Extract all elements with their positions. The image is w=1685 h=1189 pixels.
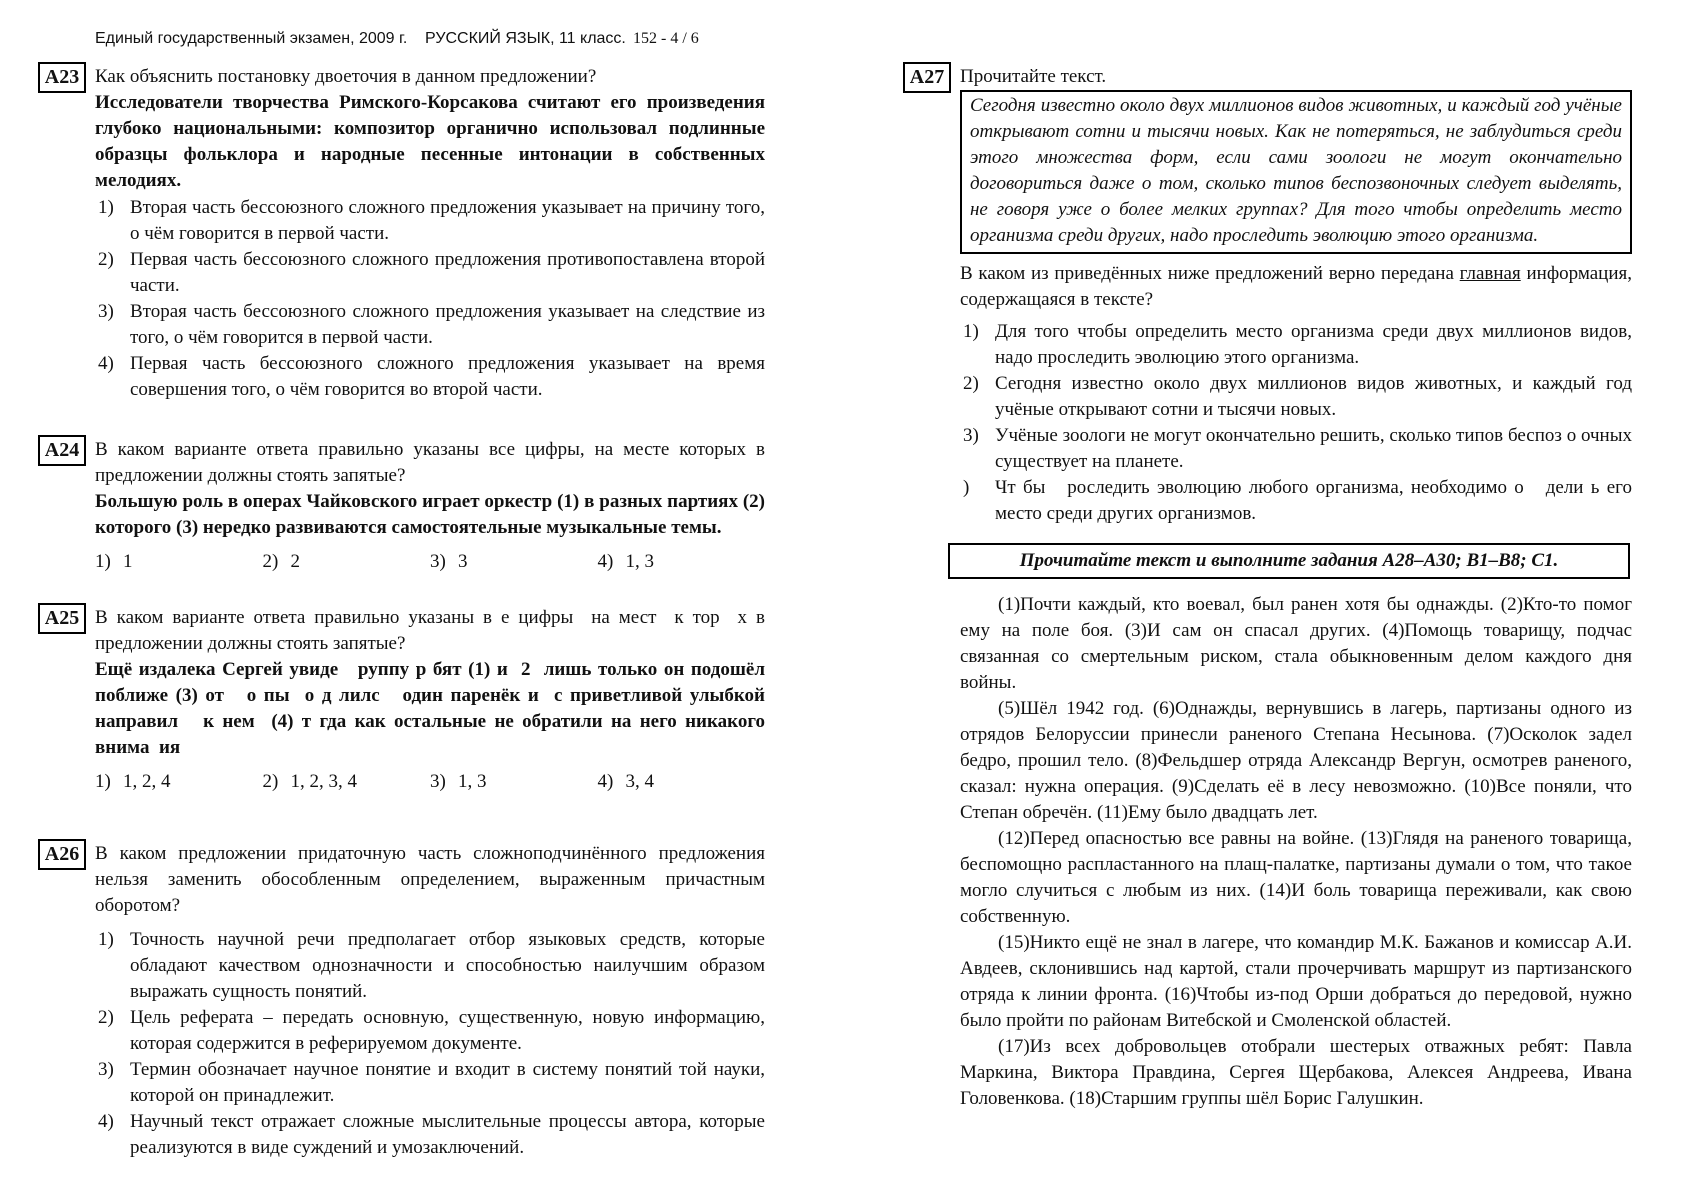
option-text: 3 xyxy=(458,551,468,572)
question-a27-question-part: В каком из приведённых ниже предложений верно передана xyxy=(960,263,1460,284)
answer-choice xyxy=(430,769,598,795)
question-a25-body xyxy=(95,605,770,795)
question-a27-boxed-text: Сегодня известно около двух миллионов видов животных, и каждый год учёные открывают сотни и тысячи новых. Как не потеряться, не заблудиться среди этого множества форм, если сами зоологи не могут окончательно договориться даже о том, сколько типов беспозвоночных следует выделять, не говоря уже о более мелких группах? Для того чтобы определить место организма среди других, надо проследить эволюцию этого организма. xyxy=(960,90,1632,254)
option-number: 2) xyxy=(963,373,979,394)
question-a27 xyxy=(903,64,1637,527)
option-number: ) xyxy=(963,477,970,498)
header-exam-title: Единый государственный экзамен, 2009 г. xyxy=(95,30,408,47)
option-text: Вторая часть бессоюзного сложного предложения указывает на следствие из того, о чём говорится в первой части. xyxy=(130,301,765,348)
option-number: 4) xyxy=(597,551,614,572)
option-text: 1, 2, 4 xyxy=(123,771,171,792)
reading-instruction-banner: Прочитайте текст и выполните задания А28–А30; В1–В8; С1. xyxy=(948,543,1630,579)
option xyxy=(960,319,1632,371)
question-a25-stem: В каком варианте ответа правильно указаны в е цифры на мест к тор х в предложении должны стоять запятые? xyxy=(95,607,770,654)
question-a23 xyxy=(38,64,765,403)
option xyxy=(95,1057,765,1109)
option-number: 1) xyxy=(95,551,111,572)
option-number: 1) xyxy=(98,929,114,950)
option-number: 1) xyxy=(963,321,979,342)
option-number: 3) xyxy=(430,551,446,572)
question-a23-stem: Как объяснить постановку двоеточия в данном предложении? xyxy=(95,66,597,87)
option-number: 3) xyxy=(963,425,979,446)
option-text: Первая часть бессоюзного сложного предложения противопоставлена второй части. xyxy=(130,249,765,296)
question-a25-label: А25 xyxy=(38,603,86,634)
option-number: 4) xyxy=(98,1111,114,1132)
option-text: Для того чтобы определить место организма среди двух миллионов видов, надо проследить эволюцию этого организма. xyxy=(995,321,1632,368)
option-text: Чт бы роследить эволюцию любого организма, необходимо о дели ь его место среди других организмов. xyxy=(995,477,1637,524)
option-text: Вторая часть бессоюзного сложного предложения указывает на причину того, о чём говорится в первой части. xyxy=(130,197,765,244)
option-number: 2) xyxy=(262,551,279,572)
question-a24 xyxy=(38,437,765,575)
option-text: 2 xyxy=(290,551,300,572)
question-a24-body xyxy=(95,437,765,575)
question-a27-question-part: информация, содержащаяся в тексте? xyxy=(960,263,1632,310)
option-number: 3) xyxy=(98,1059,114,1080)
question-a27-question xyxy=(960,261,1632,313)
option xyxy=(95,1109,765,1161)
option-text: 1, 3 xyxy=(625,551,654,572)
question-a25-answers xyxy=(95,769,765,795)
option-number: 2) xyxy=(98,1007,114,1028)
option-number: 3) xyxy=(98,301,114,322)
passage-paragraph: (12)Перед опасностью все равны на войне. (13)Глядя на раненого товарища, беспомощно распластанного на плащ-палатке, партизаны думали о том, что такое могло случиться с любым из них. (14)И боль товарища переживали, как свою собственную. xyxy=(960,828,1632,927)
question-a27-options xyxy=(960,319,1637,527)
option xyxy=(95,927,765,1005)
question-a24-stem: В каком варианте ответа правильно указаны все цифры, на месте которых в предложении должны стоять запятые? xyxy=(95,439,765,486)
right-column xyxy=(903,64,1637,1112)
option-number: 2) xyxy=(98,249,114,270)
question-a23-sentence: Исследователи творчества Римского-Корсакова считают его произведения глубоко национальными: композитор органично использовал подлинные образцы фольклора и народные песенные интонации в собственных мелодиях. xyxy=(95,92,765,191)
answer-choice xyxy=(263,769,431,795)
question-a26-label: А26 xyxy=(38,839,86,870)
option-number: 1) xyxy=(95,771,111,792)
question-a26-stem: В каком предложении придаточную часть сложноподчинённого предложения нельзя заменить обособленным определением, выраженным причастным оборотом? xyxy=(95,843,765,916)
question-a27-stem: Прочитайте текст. xyxy=(960,66,1107,87)
passage-paragraph: (17)Из всех добровольцев отобрали шестерых отважных ребят: Павла Маркина, Виктора Правдина, Сергея Щербакова, Алексея Андреева, Ивана Головенкова. (18)Старшим группы шёл Борис Галушкин. xyxy=(960,1036,1632,1109)
answer-choice xyxy=(95,769,263,795)
answer-choice xyxy=(263,549,431,575)
option xyxy=(960,371,1632,423)
left-column xyxy=(38,64,770,1161)
option-text: 1, 2, 3, 4 xyxy=(290,771,357,792)
option xyxy=(960,423,1637,475)
passage-paragraph: (5)Шёл 1942 год. (6)Однажды, вернувшись в лагерь, партизаны одного из отрядов Белоруссии принесли раненого Степана Несынова. (7)Осколок задел бедро, прошил тело. (8)Фельдшер отряда Александр Вергун, осмотрев раненого, сказал: нужна операция. (9)Сделать её в лесу невозможно. (10)Все поняли, что Степан обречён. (11)Ему было двадцать лет. xyxy=(960,698,1632,823)
question-a24-sentence: Большую роль в операх Чайковского играет оркестр (1) в разных партиях (2) которого (3) нередко развиваются самостоятельные музыкальные темы. xyxy=(95,491,765,538)
question-a26-options xyxy=(95,927,765,1161)
question-a24-label: А24 xyxy=(38,435,86,466)
option-text: 3, 4 xyxy=(625,771,654,792)
question-a23-options xyxy=(95,195,765,403)
option-text: Термин обозначает научное понятие и входит в систему понятий той науки, которой он принадлежит. xyxy=(130,1059,765,1106)
option xyxy=(960,475,1637,527)
option xyxy=(95,247,765,299)
answer-choice xyxy=(430,549,598,575)
option-number: 2) xyxy=(262,771,279,792)
option xyxy=(95,1005,765,1057)
header-page-number: 152 - 4 / 6 xyxy=(633,30,699,47)
option-number: 4) xyxy=(98,353,114,374)
answer-choice xyxy=(95,549,263,575)
option-text: 1, 3 xyxy=(458,771,487,792)
option-text: Цель реферата – передать основную, существенную, новую информацию, которая содержится в реферируемом документе. xyxy=(130,1007,765,1054)
question-a27-label: А27 xyxy=(903,62,951,93)
option-number: 1) xyxy=(98,197,114,218)
option xyxy=(95,351,765,403)
passage-paragraph: (1)Почти каждый, кто воевал, был ранен хотя бы однажды. (2)Кто-то помог ему на поле боя. (3)И сам он спасал других. (4)Помощь товарищу, подчас связанная со смертельным риском, стала обыкновенным делом каждого дня войны. xyxy=(960,594,1632,693)
passage-paragraph: (15)Никто ещё не знал в лагере, что командир М.К. Бажанов и комиссар А.И. Авдеев, склонившись над картой, стали прочерчивать маршрут из партизанского отряда к линии фронта. (16)Чтобы из-под Орши добраться до передовой, нужно было пройти по районам Витебской и Смоленской областей. xyxy=(960,932,1632,1031)
option xyxy=(95,299,765,351)
question-a27-underlined-word: главная xyxy=(1459,263,1521,284)
reading-passage xyxy=(960,592,1632,1112)
option-text: Точность научной речи предполагает отбор языковых средств, которые обладают качеством однозначности и способностью наилучшим образом выражать сущность понятий. xyxy=(130,929,765,1002)
question-a26 xyxy=(38,841,765,1161)
question-a23-body xyxy=(95,64,765,403)
question-a25-sentence: Ещё издалека Сергей увиде руппу р бят (1) и 2 лишь только он подошёл поближе (3) от о пы о д лилс один паренёк и с приветливой улыбкой направил к нем (4) т гда как остальные не обратили на него никакого внима ия xyxy=(95,659,770,758)
question-a25 xyxy=(38,605,770,795)
option-text: 1 xyxy=(123,551,133,572)
option xyxy=(95,195,765,247)
option-number: 4) xyxy=(597,771,614,792)
option-text: Первая часть бессоюзного сложного предложения указывает на время совершения того, о чём говорится во второй части. xyxy=(130,353,765,400)
option-text: Учёные зоологи не могут окончательно решить, сколько типов беспоз о очных существует на планете. xyxy=(995,425,1637,472)
answer-choice xyxy=(598,549,766,575)
header-subject: РУССКИЙ ЯЗЫК, 11 класс. xyxy=(425,30,626,47)
answer-choice xyxy=(598,769,766,795)
question-a27-body xyxy=(960,64,1637,527)
option-number: 3) xyxy=(430,771,446,792)
question-a24-answers xyxy=(95,549,765,575)
option-text: Научный текст отражает сложные мыслительные процессы автора, которые реализуются в виде суждений и умозаключений. xyxy=(130,1111,765,1158)
option-text: Сегодня известно около двух миллионов видов животных, и каждый год учёные открывают сотни и тысячи новых. xyxy=(995,373,1632,420)
question-a23-label: А23 xyxy=(38,62,86,93)
question-a26-body xyxy=(95,841,765,1161)
